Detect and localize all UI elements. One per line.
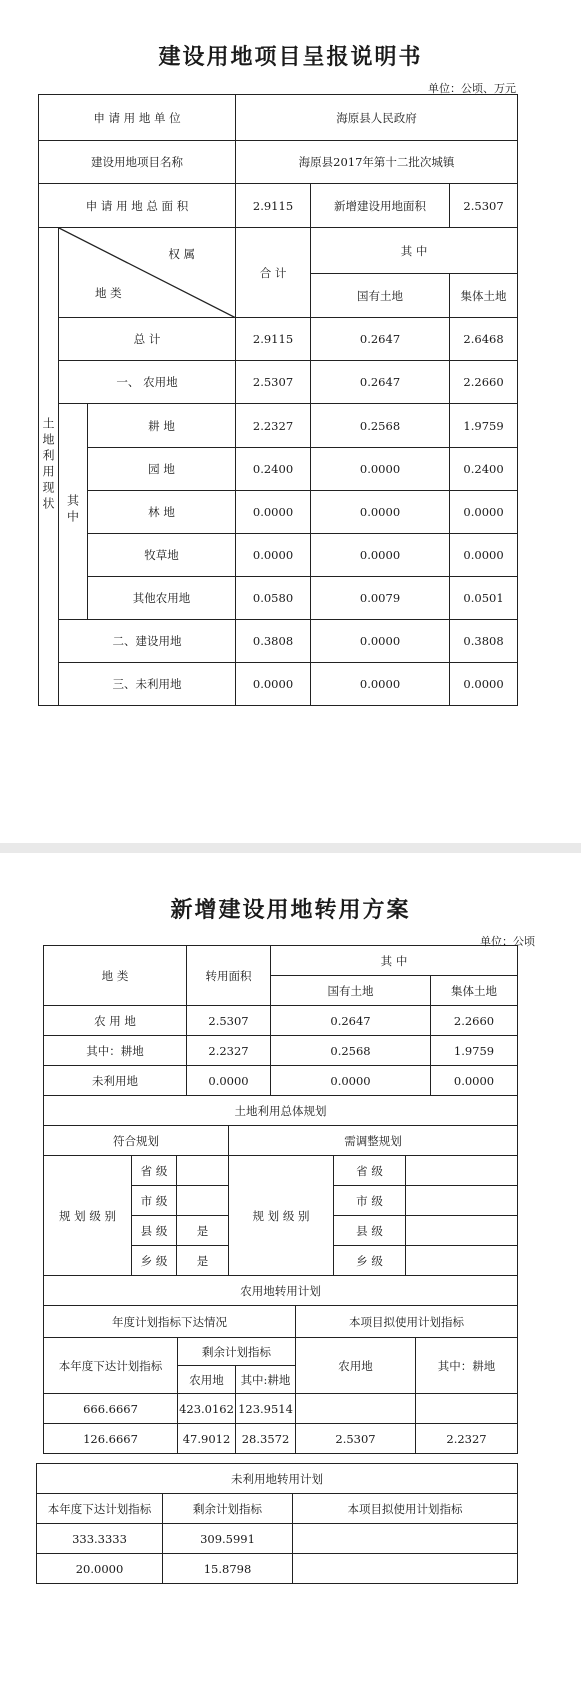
year-issued-header: 本年度下达计划指标	[44, 1338, 178, 1394]
row-state: 0.0079	[311, 577, 450, 620]
use-cult-value	[416, 1394, 518, 1424]
conform-value: 是	[177, 1216, 229, 1246]
conform-value	[177, 1186, 229, 1216]
farm-plan-title: 农用地转用计划	[44, 1276, 518, 1306]
row-area: 2.5307	[187, 1006, 271, 1036]
row-state: 0.2568	[311, 404, 450, 448]
remaining-cult-value: 123.9514	[236, 1394, 296, 1424]
row-state: 0.0000	[311, 491, 450, 534]
adjust-plan-header: 需调整规划	[229, 1126, 518, 1156]
use-value	[293, 1524, 518, 1554]
state-land-header: 国有土地	[311, 274, 450, 318]
row-total: 2.9115	[236, 318, 311, 361]
convert-area-header: 转用面积	[187, 946, 271, 1006]
remaining-cult-value: 28.3572	[236, 1424, 296, 1454]
level-label: 市 级	[334, 1186, 406, 1216]
row-total: 0.0580	[236, 577, 311, 620]
row-collective: 0.0000	[450, 663, 518, 706]
row-label: 其他农用地	[88, 577, 236, 620]
remaining-header: 剩余计划指标	[178, 1338, 296, 1366]
ownership-label: 权 属	[168, 247, 196, 261]
row-collective: 2.6468	[450, 318, 518, 361]
row-label: 耕 地	[88, 404, 236, 448]
row-label: 未利用地	[44, 1066, 187, 1096]
row-total: 0.0000	[236, 491, 311, 534]
unused-land-plan-table	[36, 1463, 518, 1584]
total-area-value: 2.9115	[236, 184, 311, 228]
row-label: 牧草地	[88, 534, 236, 577]
use-farm-value	[296, 1394, 416, 1424]
row-area: 2.2327	[187, 1036, 271, 1066]
row-collective: 2.2660	[450, 361, 518, 404]
use-cultivated-header: 其中：耕地	[416, 1338, 518, 1394]
row-label: 林 地	[88, 491, 236, 534]
among-header: 其 中	[271, 946, 518, 976]
among-side-label: 其中	[59, 404, 88, 620]
row-label: 二、建设用地	[59, 620, 236, 663]
row-state: 0.0000	[311, 663, 450, 706]
land-application-table	[38, 94, 518, 706]
conform-plan-header: 符合规划	[44, 1126, 229, 1156]
document-page-1	[0, 0, 581, 843]
state-land-header: 国有土地	[271, 976, 431, 1006]
use-value	[293, 1554, 518, 1584]
row-state: 0.0000	[271, 1066, 431, 1096]
adjust-value	[406, 1246, 518, 1276]
row-label: 其中：耕地	[44, 1036, 187, 1066]
project-label: 建设用地项目名称	[39, 141, 236, 184]
applicant-label: 申 请 用 地 单 位	[39, 95, 236, 141]
unused-plan-title: 未利用地转用计划	[37, 1464, 518, 1494]
row-label: 三、未利用地	[59, 663, 236, 706]
row-label: 一、 农用地	[59, 361, 236, 404]
land-use-status-side-label: 土地利用现状	[39, 228, 59, 706]
row-total: 0.0000	[236, 663, 311, 706]
plan-section-title: 土地利用总体规划	[44, 1096, 518, 1126]
project-value: 海原县2017年第十二批次城镇	[236, 141, 518, 184]
total-column-header: 合 计	[236, 228, 311, 318]
row-total: 0.3808	[236, 620, 311, 663]
diagonal-header-cell	[59, 228, 236, 318]
unit-label: 单位：公顷	[480, 935, 535, 948]
conform-value: 是	[177, 1246, 229, 1276]
overall-plan-table	[43, 1095, 518, 1276]
issued-value: 126.6667	[44, 1424, 178, 1454]
row-collective: 1.9759	[450, 404, 518, 448]
row-state: 0.0000	[311, 448, 450, 491]
remaining-value: 309.5991	[163, 1524, 293, 1554]
collective-land-header: 集体土地	[431, 976, 518, 1006]
row-state: 0.2647	[311, 361, 450, 404]
conversion-table	[43, 945, 518, 1096]
page-title: 新增建设用地转用方案	[170, 897, 411, 923]
row-state: 0.2568	[271, 1036, 431, 1066]
row-collective: 1.9759	[431, 1036, 518, 1066]
project-use-header: 本项目拟使用计划指标	[293, 1494, 518, 1524]
row-label: 园 地	[88, 448, 236, 491]
row-collective: 0.0000	[450, 534, 518, 577]
remaining-farm-value: 423.0162	[178, 1394, 236, 1424]
among-column-header: 其 中	[311, 228, 518, 274]
row-label: 总 计	[59, 318, 236, 361]
row-collective: 0.2400	[450, 448, 518, 491]
conform-value	[177, 1156, 229, 1186]
level-label: 县 级	[132, 1216, 177, 1246]
remaining-value: 15.8798	[163, 1554, 293, 1584]
page-title: 建设用地项目呈报说明书	[158, 44, 423, 70]
remaining-farm-value: 47.9012	[178, 1424, 236, 1454]
row-total: 2.2327	[236, 404, 311, 448]
adjust-value	[406, 1186, 518, 1216]
new-area-label: 新增建设用地面积	[311, 184, 450, 228]
page-separator	[0, 843, 581, 853]
landtype-header: 地 类	[44, 946, 187, 1006]
row-state: 0.0000	[311, 534, 450, 577]
row-collective: 0.3808	[450, 620, 518, 663]
use-farm-value: 2.5307	[296, 1424, 416, 1454]
new-area-value: 2.5307	[450, 184, 518, 228]
row-state: 0.0000	[311, 620, 450, 663]
landtype-label: 地 类	[95, 286, 122, 300]
use-farmland-header: 农用地	[296, 1338, 416, 1394]
issued-value: 666.6667	[44, 1394, 178, 1424]
remaining-header: 剩余计划指标	[163, 1494, 293, 1524]
unit-label: 单位：公顷、万元	[428, 82, 516, 95]
project-use-header: 本项目拟使用计划指标	[296, 1306, 518, 1338]
use-cult-value: 2.2327	[416, 1424, 518, 1454]
row-state: 0.2647	[271, 1006, 431, 1036]
row-total: 0.2400	[236, 448, 311, 491]
row-collective: 0.0000	[431, 1066, 518, 1096]
row-total: 2.5307	[236, 361, 311, 404]
total-area-label: 申 请 用 地 总 面 积	[39, 184, 236, 228]
plan-level-label: 规 划 级 别	[229, 1156, 334, 1276]
applicant-value: 海原县人民政府	[236, 95, 518, 141]
row-state: 0.2647	[311, 318, 450, 361]
level-label: 乡 级	[132, 1246, 177, 1276]
level-label: 乡 级	[334, 1246, 406, 1276]
row-total: 0.0000	[236, 534, 311, 577]
plan-level-label: 规 划 级 别	[44, 1156, 132, 1276]
issued-value: 20.0000	[37, 1554, 163, 1584]
row-area: 0.0000	[187, 1066, 271, 1096]
document-page-2	[0, 853, 581, 1698]
level-label: 省 级	[334, 1156, 406, 1186]
diagonal-line	[59, 228, 236, 318]
row-label: 农 用 地	[44, 1006, 187, 1036]
adjust-value	[406, 1156, 518, 1186]
row-collective: 0.0000	[450, 491, 518, 534]
level-label: 省 级	[132, 1156, 177, 1186]
collective-land-header: 集体土地	[450, 274, 518, 318]
annual-issued-header: 年度计划指标下达情况	[44, 1306, 296, 1338]
issued-value: 333.3333	[37, 1524, 163, 1554]
level-label: 县 级	[334, 1216, 406, 1246]
row-collective: 2.2660	[431, 1006, 518, 1036]
remaining-cultivated-header: 其中:耕地	[236, 1366, 296, 1394]
farmland-plan-table	[43, 1275, 518, 1454]
remaining-farmland-header: 农用地	[178, 1366, 236, 1394]
year-issued-header: 本年度下达计划指标	[37, 1494, 163, 1524]
row-collective: 0.0501	[450, 577, 518, 620]
level-label: 市 级	[132, 1186, 177, 1216]
adjust-value	[406, 1216, 518, 1246]
